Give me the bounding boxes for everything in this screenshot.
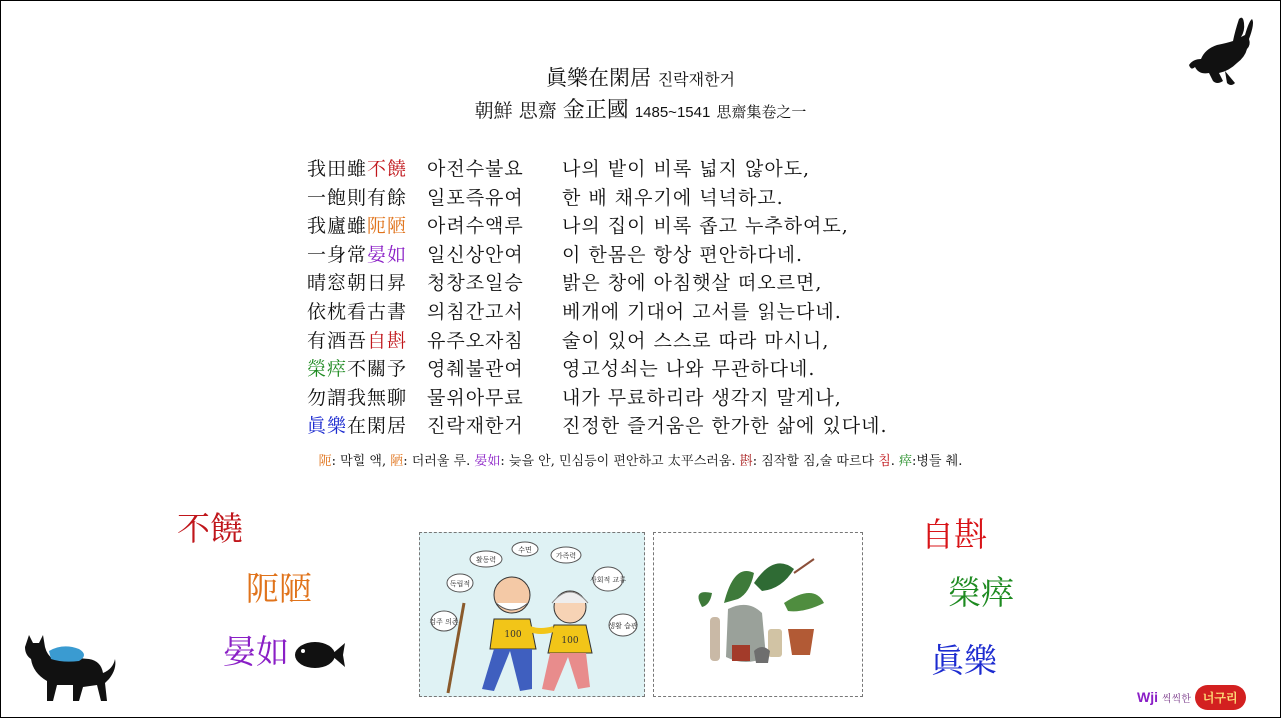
poem-hanja-part: 一身常 <box>307 243 368 266</box>
poem-line <box>307 269 888 298</box>
big-word-anyeo: 晏如 <box>223 632 289 671</box>
poem-hanja-part: 勿謂我無聊 <box>307 386 408 409</box>
poem-hanja-part: 有酒吾 <box>307 329 368 352</box>
poem-reading: 일신상안여 <box>427 243 524 266</box>
poem-hanja-highlight: 榮瘁 <box>307 358 348 381</box>
poem-hanja-part: 在閑居 <box>347 415 408 438</box>
poem-reading: 진락재한거 <box>427 415 524 438</box>
gloss-text: : 막힐 액, <box>331 454 391 469</box>
poem-line <box>307 298 888 327</box>
poem-reading: 영췌불관여 <box>427 358 524 381</box>
bubble-label: 생활 습관 <box>608 622 638 630</box>
poem-translation: 밝은 창에 아침햇살 떠오르면, <box>562 272 823 295</box>
poem-reading: 청창조일승 <box>427 272 524 295</box>
glossary <box>1 452 1280 472</box>
badge-100: 100 <box>504 630 522 640</box>
poem-hanja-part: 一飽則有餘 <box>307 186 408 209</box>
poem <box>307 155 888 441</box>
gloss-word: 阨 <box>318 454 332 469</box>
big-word-jinrak: 眞樂 <box>931 641 997 680</box>
poem-hanja-part: 我廬雖 <box>307 215 368 238</box>
gloss-text: : 짐작할 짐,술 따르다 <box>752 454 879 469</box>
title-hanja: 眞樂在閑居 <box>546 66 652 90</box>
poem-line <box>307 241 888 270</box>
poem-hanja <box>307 212 427 241</box>
poem-translation: 내가 무료하리라 생각지 말게나, <box>562 386 842 409</box>
poem-hanja-highlight: 不饒 <box>367 158 408 180</box>
bubble-label: 활동력 <box>475 556 497 564</box>
plants-drawing <box>654 533 862 696</box>
poem-line <box>307 184 888 213</box>
cat-icon <box>19 629 117 705</box>
poem-hanja-part: 依枕看古書 <box>307 300 408 323</box>
watermark-badge: 너구리 <box>1195 685 1246 710</box>
poem-translation: 나의 밭이 비록 넓지 않아도, <box>562 158 811 180</box>
watermark-text: 씩씩한 <box>1161 694 1191 705</box>
elderly-couple-drawing <box>420 533 644 696</box>
bubble-label: 검주 의존 <box>429 618 459 626</box>
poem-hanja <box>307 355 427 384</box>
big-word-buyo: 不饒 <box>177 509 243 548</box>
big-word-aekru: 阨陋 <box>246 569 312 608</box>
author-line <box>1 96 1280 128</box>
poem-hanja-highlight: 晏如 <box>367 243 408 266</box>
bubble-label: 가족력 <box>555 552 577 560</box>
poem-line <box>307 212 888 241</box>
page-title <box>1 63 1280 95</box>
poem-hanja <box>307 327 427 356</box>
gloss-word: 晏如 <box>474 454 501 469</box>
poem-translation: 한 배 채우기에 넉넉하고. <box>562 186 784 209</box>
author-years: 1485~1541 <box>634 104 711 121</box>
poem-line <box>307 327 888 356</box>
gloss-text: : 더러울 루. <box>403 454 475 469</box>
bubble-label: 수면 <box>518 546 532 554</box>
poem-hanja-highlight: 阨陋 <box>367 215 408 238</box>
title-reading: 진락재한거 <box>657 70 735 89</box>
poem-hanja-highlight: 自斟 <box>367 329 408 352</box>
gloss-word: 斟 <box>739 454 753 469</box>
poem-hanja <box>307 184 427 213</box>
fish-icon <box>293 637 345 673</box>
poem-reading: 아려수액루 <box>427 215 524 238</box>
big-word-yeongchwe: 榮瘁 <box>948 573 1014 612</box>
poem-hanja-part: 我田雖 <box>307 158 368 180</box>
bubble-label: 사회적 교류 <box>589 576 627 584</box>
gloss-text: : 늦을 안, 민심등이 편안하고 太平스러움. <box>500 454 740 469</box>
poem-hanja-part: 晴窓朝日昇 <box>307 272 408 295</box>
poem-translation: 영고성쇠는 나와 무관하다네. <box>562 358 816 381</box>
gloss-text: :병들 췌. <box>912 454 963 469</box>
poem-translation: 베개에 기대어 고서를 읽는다네. <box>562 300 842 323</box>
poem-hanja-part: 不關予 <box>347 358 408 381</box>
gloss-text: . <box>890 454 900 469</box>
poem-hanja <box>307 155 427 184</box>
poem-translation: 진정한 즐거움은 한가한 삶에 있다네. <box>562 415 888 438</box>
poem-hanja <box>307 412 427 441</box>
poem-reading: 의침간고서 <box>427 300 524 323</box>
poem-reading: 물위아무료 <box>427 386 524 409</box>
poem-hanja <box>307 384 427 413</box>
poem-reading: 유주오자침 <box>427 329 524 352</box>
poem-hanja <box>307 241 427 270</box>
pen-name: 思齋 <box>518 100 557 122</box>
poem-line <box>307 384 888 413</box>
big-word-jachim: 自斟 <box>921 515 987 554</box>
illustration-elderly-couple <box>419 532 645 697</box>
poem-line <box>307 155 888 184</box>
watermark-prefix: Wji <box>1137 689 1158 705</box>
watermark <box>1137 685 1246 710</box>
author-name: 金正國 <box>562 98 629 123</box>
poem-hanja <box>307 269 427 298</box>
poem-translation: 술이 있어 스스로 따라 마시니, <box>562 329 830 352</box>
gloss-word: 瘁 <box>899 454 913 469</box>
poem-line <box>307 355 888 384</box>
poem-translation: 이 한몸은 항상 편안하다네. <box>562 243 804 266</box>
badge-100: 100 <box>561 636 579 646</box>
dynasty: 朝鮮 <box>474 100 513 122</box>
poem-hanja-highlight: 眞樂 <box>307 415 348 438</box>
poem-translation: 나의 집이 비록 좁고 누추하여도, <box>562 215 849 238</box>
poem-reading: 아전수불요 <box>427 158 524 180</box>
gloss-word: 陋 <box>390 454 404 469</box>
poem-reading: 일포즉유여 <box>427 186 524 209</box>
illustration-plants <box>653 532 863 697</box>
poem-line <box>307 412 888 441</box>
gloss-word: 침 <box>878 454 891 469</box>
bubble-label: 독립적 <box>449 580 471 588</box>
source-book: 思齋集卷之一 <box>716 103 807 121</box>
poem-hanja <box>307 298 427 327</box>
